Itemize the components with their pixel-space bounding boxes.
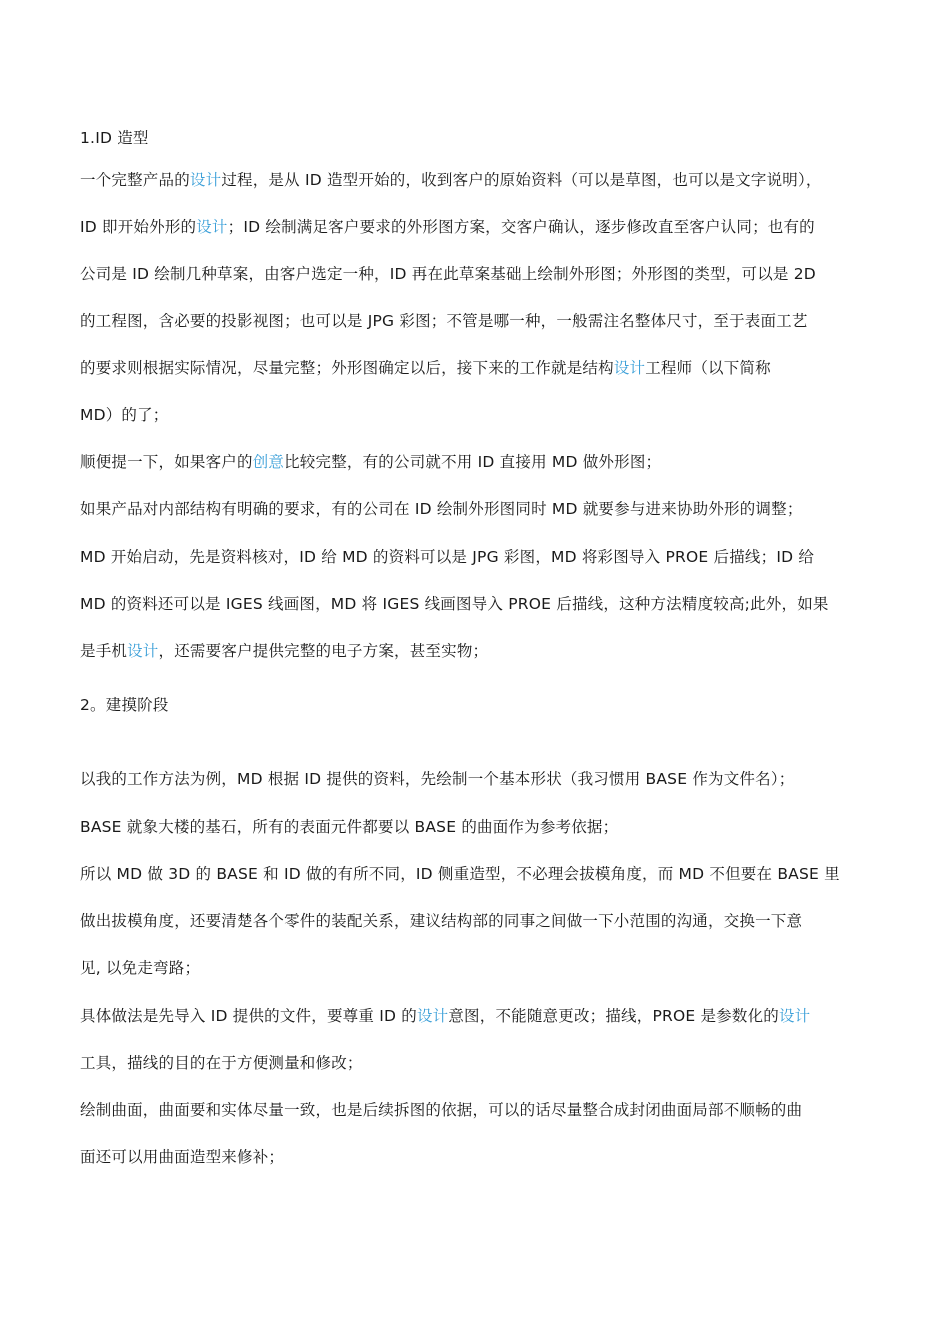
s1-para4-line3 (80, 641, 488, 661)
text-span: ID 即开始外形的 (80, 218, 197, 236)
s1-para4-line2: MD 的资料还可以是 IGES 线画图，MD 将 IGES 线画图导入 PROE 后描线，这种方法精度较高;此外，如果 (80, 595, 829, 613)
text-span: 顺便提一下，如果客户的 (80, 453, 253, 471)
s1-para1-line5 (80, 358, 771, 378)
s1-para2 (80, 452, 661, 472)
link-design[interactable]: 设计 (416, 1007, 449, 1025)
link-design[interactable]: 设计 (189, 171, 222, 189)
text-span: 是手机 (80, 642, 128, 660)
s2-para2: BASE 就象大楼的基石，所有的表面元件都要以 BASE 的曲面作为参考依据； (80, 818, 619, 836)
s1-para4-line1: MD 开始启动，先是资料核对，ID 给 MD 的资料可以是 JPG 彩图，MD 将彩图导入 PROE 后描线；ID 给 (80, 548, 815, 566)
section1-heading: 1.ID 造型 (80, 129, 149, 147)
text-span: 具体做法是先导入 ID 提供的文件，要尊重 ID 的 (80, 1007, 417, 1025)
text-span: ，还需要客户提供完整的电子方案，甚至实物； (158, 642, 489, 660)
s2-para3-line3: 见, 以免走弯路； (80, 959, 201, 977)
text-span: 过程，是从 ID 造型开始的，收到客户的原始资料（可以是草图，也可以是文字说明）， (221, 171, 822, 189)
section2-heading: 2。建摸阶段 (80, 696, 169, 714)
link-design[interactable]: 设计 (127, 642, 159, 660)
s2-para5-line2: 面还可以用曲面造型来修补； (80, 1148, 285, 1166)
text-span: 工程师（以下简称 (645, 359, 771, 377)
s2-para4-line2: 工具，描线的目的在于方便测量和修改； (80, 1054, 363, 1072)
s1-para1-line1 (80, 170, 822, 190)
text-span: ；ID 绘制满足客户要求的外形图方案，交客户确认，逐步修改直至客户认同；也有的 (227, 218, 815, 236)
s2-para3-line1: 所以 MD 做 3D 的 BASE 和 ID 做的有所不同，ID 侧重造型，不必理会拔模角度，而 MD 不但要在 BASE 里 (80, 865, 840, 883)
link-design[interactable]: 设计 (778, 1007, 811, 1025)
s1-para1-line6: MD）的了； (80, 406, 169, 424)
s2-para5-line1: 绘制曲面，曲面要和实体尽量一致，也是后续拆图的依据，可以的话尽量整合成封闭曲面局部不顺畅的曲 (80, 1101, 803, 1119)
s2-para4-line1 (80, 1006, 810, 1026)
s2-para3-line2: 做出拔模角度，还要清楚各个零件的装配关系，建议结构部的同事之间做一下小范围的沟通，交换一下意 (80, 912, 803, 930)
s1-para1-line3: 公司是 ID 绘制几种草案，由客户选定一种，ID 再在此草案基础上绘制外形图；外形图的类型，可以是 2D (80, 265, 816, 283)
text-span: 比较完整，有的公司就不用 ID 直接用 MD 做外形图； (284, 453, 662, 471)
link-design[interactable]: 设计 (613, 359, 646, 377)
text-span: 一个完整产品的 (80, 171, 190, 189)
link-design[interactable]: 设计 (196, 218, 228, 236)
s2-para1: 以我的工作方法为例，MD 根据 ID 提供的资料，先绘制一个基本形状（我习惯用 BASE 作为文件名）； (80, 770, 795, 788)
link-creative[interactable]: 创意 (252, 453, 285, 471)
s1-para3: 如果产品对内部结构有明确的要求，有的公司在 ID 绘制外形图同时 MD 就要参与进来协助外形的调整； (80, 500, 803, 518)
text-span: 意图，不能随意更改；描线，PROE 是参数化的 (448, 1007, 779, 1025)
s1-para1-line2 (80, 217, 815, 237)
text-span: 的要求则根据实际情况，尽量完整；外形图确定以后，接下来的工作就是结构 (80, 359, 614, 377)
s1-para1-line4: 的工程图，含必要的投影视图；也可以是 JPG 彩图；不管是哪一种，一般需注名整体尺寸，至于表面工艺 (80, 312, 808, 330)
